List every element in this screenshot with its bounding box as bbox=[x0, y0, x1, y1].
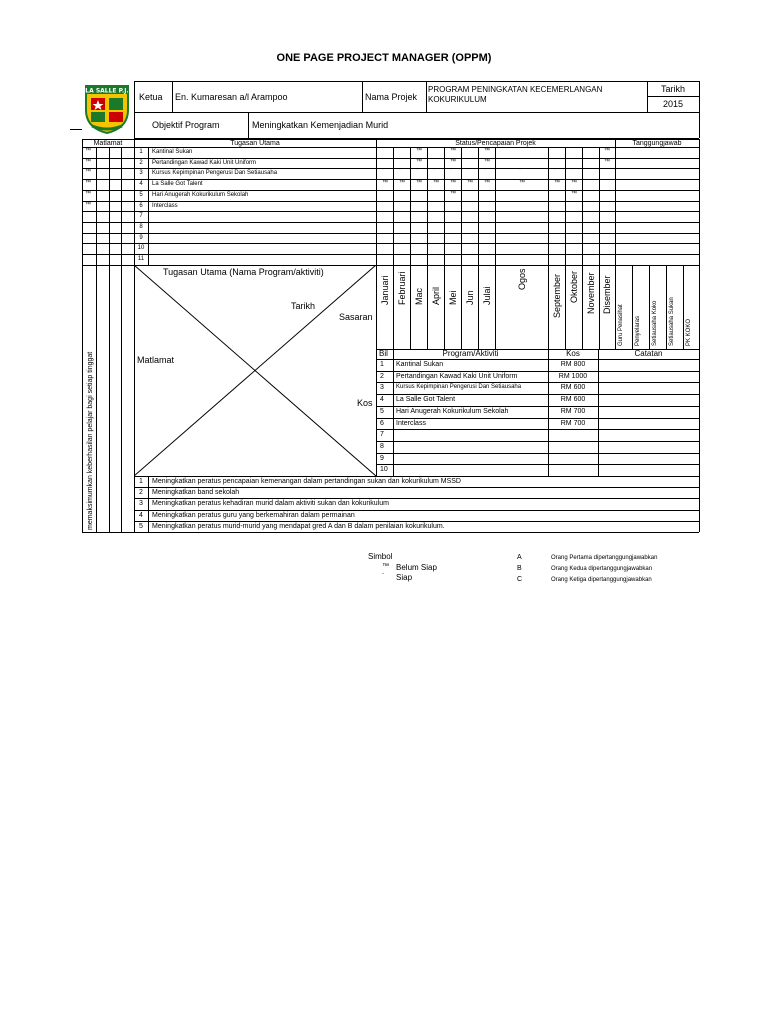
program-header: Program/Aktiviti bbox=[442, 349, 499, 358]
matlamat-header: Matlamat bbox=[93, 140, 123, 147]
program-bil: 10 bbox=[380, 466, 388, 473]
nama-projek-value-2: KOKURIKULUM bbox=[428, 95, 487, 104]
program-bil: 7 bbox=[380, 431, 384, 438]
status-mark: ™ bbox=[554, 180, 560, 186]
svg-text:LA SALLE P.J.: LA SALLE P.J. bbox=[85, 87, 129, 95]
status-mark: ™ bbox=[571, 180, 577, 186]
month-label: November bbox=[586, 272, 596, 314]
status-mark: ™ bbox=[484, 148, 490, 154]
program-bil: 9 bbox=[380, 455, 384, 462]
matlamat-mark: ™ bbox=[85, 180, 91, 186]
task-number: 1 bbox=[139, 149, 143, 155]
kos-header: Kos bbox=[566, 349, 580, 358]
status-mark: ™ bbox=[604, 159, 610, 165]
task-name: Kantinal Sukan bbox=[152, 149, 193, 155]
task-name: Interclass bbox=[152, 203, 178, 209]
month-label: Februari bbox=[397, 271, 407, 305]
month-label: Mac bbox=[414, 287, 424, 305]
month-label: Mei bbox=[448, 290, 458, 305]
status-mark: ™ bbox=[571, 191, 577, 197]
belum-symbol: ™ bbox=[382, 563, 389, 570]
month-label: Disember bbox=[602, 275, 612, 314]
task-number: 4 bbox=[139, 181, 143, 187]
status-mark: ™ bbox=[484, 180, 490, 186]
program-kos: RM 700 bbox=[560, 420, 586, 427]
status-mark: ¨ bbox=[554, 169, 556, 175]
status-mark: ¨ bbox=[433, 169, 435, 175]
status-mark: ™ bbox=[433, 180, 439, 186]
role-label: Setiausaha Sukan bbox=[669, 297, 675, 346]
objective-text: Meningkatkan peratus pencapaian kemenangan dalam pertandingan sukan dan kokurikulum MSSD bbox=[152, 478, 461, 485]
month-label: Julai bbox=[482, 286, 492, 305]
matlamat-mark: ™ bbox=[85, 159, 91, 165]
program-name: Kantinal Sukan bbox=[396, 361, 444, 368]
program-bil: 8 bbox=[380, 443, 384, 450]
status-mark: ¨ bbox=[467, 169, 469, 175]
siap-label: Siap bbox=[396, 573, 413, 582]
objective-number: 5 bbox=[139, 523, 143, 530]
objective-text: Meningkatkan peratus kehadiran murid dalam aktiviti sukan dan kokurikulum bbox=[152, 500, 389, 507]
task-number: 3 bbox=[139, 170, 143, 176]
status-mark: ™ bbox=[604, 148, 610, 154]
task-name: Hari Anugerah Kokurikulum Sekolah bbox=[152, 192, 249, 198]
status-mark: ™ bbox=[416, 180, 422, 186]
objective-text: Meningkatkan peratus murid-murid yang mendapat gred A dan B dalam penilaian kokurikulum. bbox=[152, 523, 445, 530]
simbol-label: Simbol bbox=[368, 552, 393, 561]
status-mark: ¨ bbox=[450, 169, 452, 175]
objective-text: Meningkatkan band sekolah bbox=[152, 489, 240, 496]
legend-role-text: Orang Pertama dipertanggungjawabkan bbox=[551, 555, 658, 561]
role-label: PK KOKO bbox=[686, 318, 692, 346]
program-kos: RM 800 bbox=[560, 361, 586, 368]
legend-role-text: Orang Kedua dipertanggungjawabkan bbox=[551, 566, 653, 572]
status-mark: ™ bbox=[399, 180, 405, 186]
legend-role-text: Orang Ketiga dipertanggungjawabkan bbox=[551, 577, 652, 583]
month-label: Oktober bbox=[569, 270, 579, 303]
siap-symbol: ¨ bbox=[382, 573, 385, 580]
objektif-value: Meningkatkan Kemenjadian Murid bbox=[252, 120, 389, 130]
task-name: La Salle Got Talent bbox=[152, 181, 203, 187]
program-bil: 1 bbox=[380, 361, 384, 368]
role-label: Guru Penasihat bbox=[618, 304, 624, 346]
program-name: Pertandingan Kawad Kaki Unit Uniform bbox=[396, 373, 518, 380]
status-mark: ™ bbox=[450, 148, 456, 154]
left-vertical-text: memaksimumkan keberhasilan pelajar bagi setiap tinggat bbox=[87, 351, 94, 530]
matlamat-mark: ™ bbox=[85, 148, 91, 154]
task-name: Kursus Kepimpinan Pengerusi Dan Setiausaha bbox=[152, 170, 278, 176]
program-bil: 4 bbox=[380, 396, 384, 403]
objektif-label: Objektif Program bbox=[152, 120, 220, 130]
status-mark: ™ bbox=[484, 159, 490, 165]
status-mark: ¨ bbox=[484, 169, 486, 175]
status-mark: ¨ bbox=[571, 169, 573, 175]
status-mark: ¨ bbox=[519, 169, 521, 175]
objective-number: 2 bbox=[139, 489, 143, 496]
program-bil: 6 bbox=[380, 420, 384, 427]
program-kos: RM 600 bbox=[560, 384, 586, 391]
program-bil: 5 bbox=[380, 408, 384, 415]
status-mark: ™ bbox=[450, 180, 456, 186]
x-diagram bbox=[134, 265, 377, 477]
status-mark: ™ bbox=[416, 159, 422, 165]
objective-number: 1 bbox=[139, 478, 143, 485]
program-kos: RM 700 bbox=[560, 408, 586, 415]
status-mark: ¨ bbox=[399, 169, 401, 175]
matlamat-mark: ™ bbox=[85, 169, 91, 175]
status-mark: ™ bbox=[467, 180, 473, 186]
catatan-header: Catatan bbox=[634, 349, 663, 358]
school-logo bbox=[84, 84, 130, 134]
matlamat-mark: ™ bbox=[85, 202, 91, 208]
tugasan-header: Tugasan Utama bbox=[230, 140, 280, 147]
tarikh-value: 2015 bbox=[662, 99, 684, 109]
program-name: Hari Anugerah Kokurikulum Sekolah bbox=[396, 408, 509, 415]
task-number: 10 bbox=[137, 245, 145, 251]
status-header: Status/Pencapaian Projek bbox=[455, 140, 536, 147]
objective-number: 4 bbox=[139, 512, 143, 519]
ketua-label: Ketua bbox=[139, 92, 163, 102]
task-number: 8 bbox=[139, 224, 143, 230]
status-mark: ™ bbox=[382, 180, 388, 186]
status-mark: ™ bbox=[416, 148, 422, 154]
legend-role-key: A bbox=[517, 554, 522, 561]
status-mark: ™ bbox=[450, 191, 456, 197]
program-name: La Salle Got Talent bbox=[396, 396, 456, 403]
belum-label: Belum Siap bbox=[396, 563, 437, 572]
role-label: Penyelaras bbox=[635, 315, 641, 346]
role-label: Setiausaha Koko bbox=[652, 300, 658, 346]
month-label: September bbox=[552, 273, 562, 318]
tarikh-diagram-label: Tarikh bbox=[291, 301, 316, 311]
legend-role-key: B bbox=[517, 565, 522, 572]
tarikh-label: Tarikh bbox=[660, 84, 685, 94]
status-mark: ¨ bbox=[382, 169, 384, 175]
month-label: April bbox=[431, 286, 441, 305]
program-kos: RM 600 bbox=[560, 396, 586, 403]
page-title: ONE PAGE PROJECT MANAGER (OPPM) bbox=[276, 52, 492, 64]
bil-header: Bil bbox=[379, 349, 388, 358]
task-number: 2 bbox=[139, 160, 143, 166]
tugasan-utama-label: Tugasan Utama (Nama Program/aktiviti) bbox=[163, 267, 324, 277]
program-bil: 2 bbox=[380, 373, 384, 380]
program-name: Interclass bbox=[396, 420, 426, 427]
kos-diagram-label: Kos bbox=[357, 398, 373, 408]
objective-text: Meningkatkan peratus guru yang berkemahiran dalam permainan bbox=[152, 512, 355, 519]
task-number: 5 bbox=[139, 192, 143, 198]
status-mark: ™ bbox=[519, 180, 525, 186]
school-crest-icon bbox=[84, 84, 130, 134]
month-label: Januari bbox=[380, 275, 390, 305]
task-name: Pertandingan Kawad Kaki Unit Uniform bbox=[152, 160, 257, 166]
legend-role-key: C bbox=[517, 576, 523, 583]
task-number: 7 bbox=[139, 213, 143, 219]
matlamat-mark: ™ bbox=[85, 191, 91, 197]
ketua-value: En. Kumaresan a/l Arampoo bbox=[175, 92, 288, 102]
program-bil: 3 bbox=[380, 384, 384, 391]
task-number: 11 bbox=[137, 256, 145, 262]
month-label: Jun bbox=[465, 290, 475, 305]
tanggungjawab-header: Tanggungjawab bbox=[632, 140, 682, 147]
nama-projek-label: Nama Projek bbox=[365, 92, 418, 102]
nama-projek-value-1: PROGRAM PENINGKATAN KECEMERLANGAN bbox=[428, 85, 603, 94]
task-number: 6 bbox=[139, 203, 143, 209]
status-mark: ™ bbox=[450, 159, 456, 165]
objective-number: 3 bbox=[139, 500, 143, 507]
task-number: 9 bbox=[139, 235, 143, 241]
status-mark: ¨ bbox=[416, 169, 418, 175]
program-name: Kursus Kepimpinan Pengerusi Dan Setiausaha bbox=[396, 384, 522, 390]
matlamat-diagram-label: Matlamat bbox=[137, 355, 175, 365]
month-label: Ogos bbox=[517, 268, 527, 290]
sasaran-label: Sasaran bbox=[339, 312, 373, 322]
program-kos: RM 1000 bbox=[558, 373, 588, 380]
